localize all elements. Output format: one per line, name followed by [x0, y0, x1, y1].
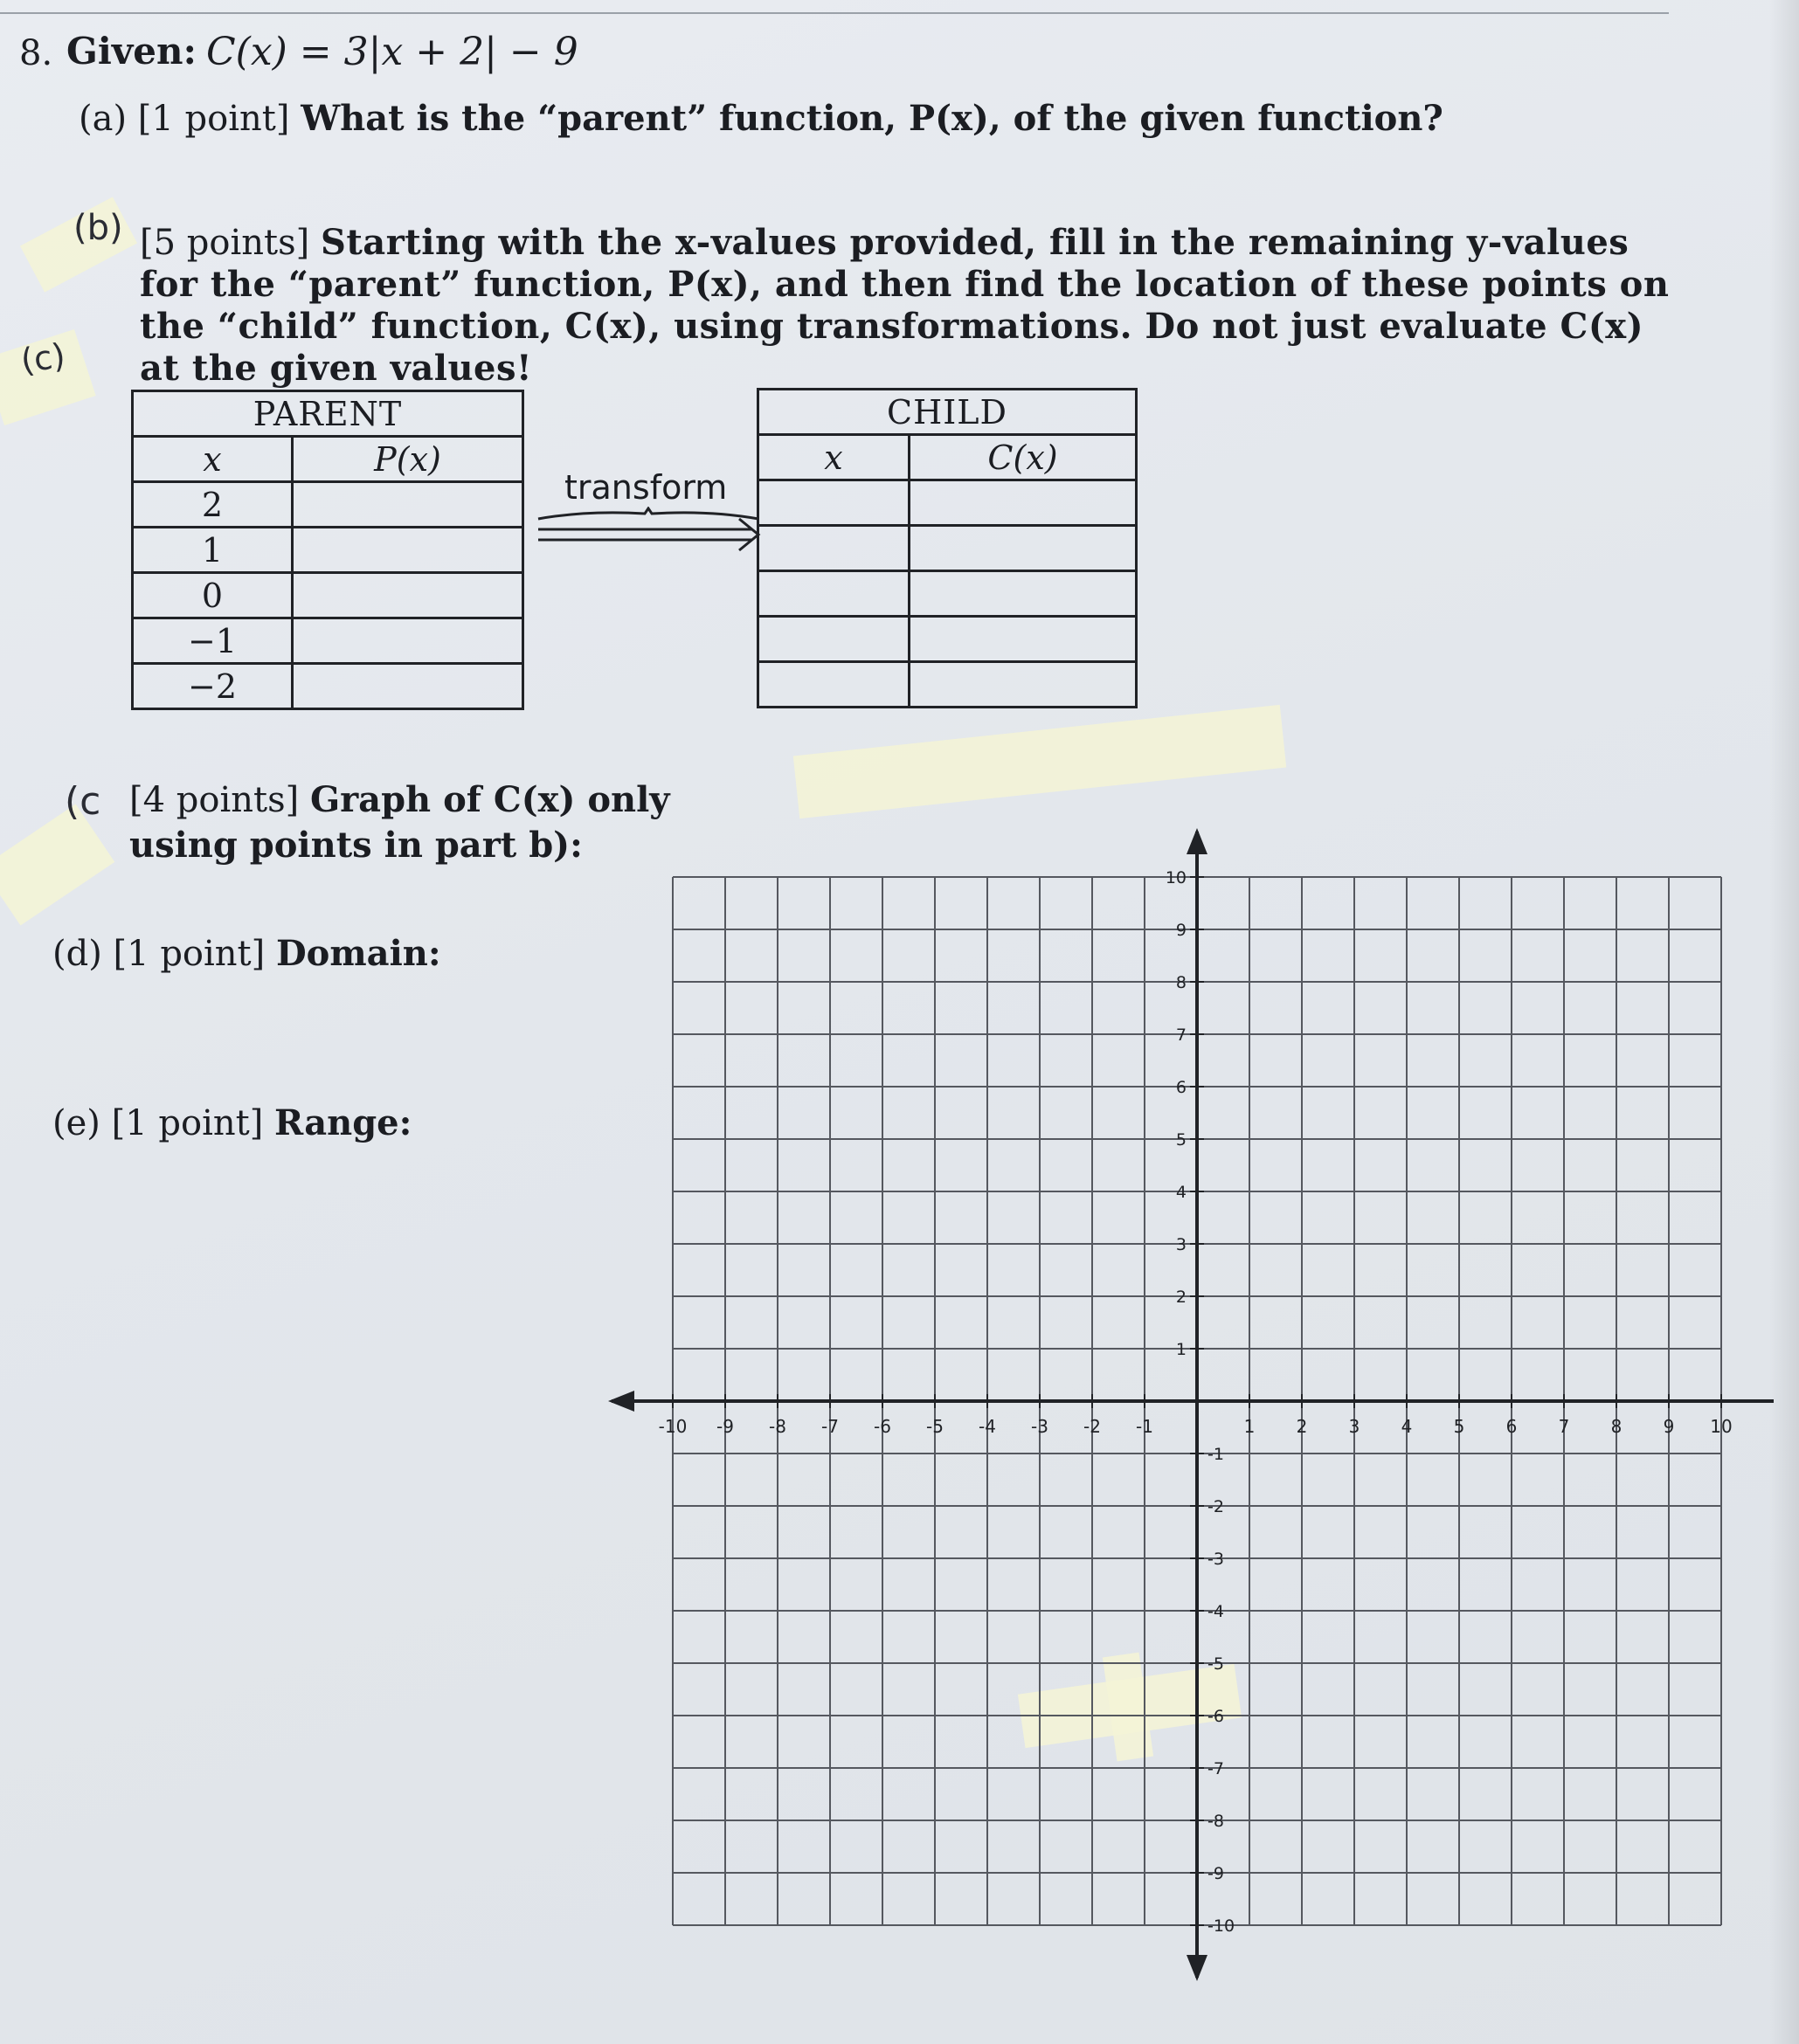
parent-table-title: PARENT	[133, 391, 523, 437]
x-tick-label: 3	[1348, 1416, 1360, 1437]
y-tick-label: -9	[1207, 1864, 1224, 1883]
x-tick-label: -6	[874, 1416, 891, 1437]
part-c-line2: using points in part b):	[129, 825, 583, 866]
header-rule	[0, 12, 1669, 14]
y-tick-label: 4	[1175, 1183, 1187, 1202]
x-tick-label: -8	[769, 1416, 786, 1437]
parent-col-y: P(x)	[293, 437, 523, 482]
parent-cell-x: −2	[133, 664, 293, 709]
x-tick-label: -3	[1031, 1416, 1048, 1437]
y-tick-label: -7	[1207, 1759, 1224, 1778]
child-cell-y[interactable]	[910, 480, 1137, 526]
part-a-points: [1 point]	[137, 99, 290, 139]
x-tick-label: -10	[658, 1416, 688, 1437]
part-d-points: [1 point]	[113, 934, 266, 974]
y-tick-label: -2	[1207, 1497, 1224, 1516]
y-tick-label: 1	[1175, 1340, 1187, 1359]
y-tick-label: 2	[1175, 1288, 1187, 1307]
child-cell-x[interactable]	[758, 526, 910, 571]
parent-col-x: x	[133, 437, 293, 482]
parent-cell-y	[293, 528, 523, 573]
part-d-label: Domain:	[275, 933, 441, 974]
part-a-marker: (a)	[79, 99, 128, 139]
child-cell-y[interactable]	[910, 662, 1137, 708]
y-tick-label: 6	[1175, 1078, 1187, 1097]
y-tick-label: 8	[1175, 973, 1187, 992]
part-b-points: [5 points]	[140, 223, 310, 263]
given-label: Given:	[66, 30, 197, 73]
parent-cell-y	[293, 482, 523, 528]
child-cell-x[interactable]	[758, 662, 910, 708]
axes	[608, 828, 1774, 1981]
y-tick-label: 7	[1175, 1025, 1187, 1045]
y-tick-label: -6	[1207, 1707, 1224, 1726]
y-axis-arrow-up-icon	[1187, 828, 1207, 854]
part-a	[79, 98, 1443, 139]
x-axis-arrow-left-icon	[608, 1391, 634, 1412]
part-c	[129, 777, 670, 868]
parent-cell-x: 0	[133, 573, 293, 618]
tape-strip	[793, 705, 1286, 818]
part-c-points: [4 points]	[129, 780, 300, 820]
part-b-question: Starting with the x-values provided, fill in the remaining y-values for the “parent” function, P(x), and then find the location of these points on the “child” function, C(x), using transformations. Do not just evaluate C(x) at the given values!	[140, 222, 1670, 389]
x-tick-label: -5	[926, 1416, 944, 1437]
part-c-line1: Graph of C(x) only	[309, 779, 670, 820]
part-e	[52, 1102, 412, 1143]
x-tick-label: -2	[1083, 1416, 1101, 1437]
x-tick-label: 5	[1453, 1416, 1465, 1437]
child-cell-y[interactable]	[910, 617, 1137, 662]
part-e-label: Range:	[274, 1102, 412, 1143]
given-formula: C(x) = 3|x + 2| − 9	[206, 30, 578, 74]
question-number: 8.	[19, 33, 53, 73]
child-cell-y[interactable]	[910, 571, 1137, 617]
x-tick-label: 4	[1401, 1416, 1413, 1437]
child-table	[757, 388, 1138, 708]
handwritten-b-mark: (b)	[73, 208, 123, 248]
y-tick-label: -1	[1207, 1445, 1224, 1464]
x-tick-label: 7	[1558, 1416, 1570, 1437]
part-e-points: [1 point]	[111, 1103, 264, 1143]
child-col-x: x	[758, 435, 910, 480]
parent-cell-y	[293, 618, 523, 664]
child-cell-y[interactable]	[910, 526, 1137, 571]
x-tick-label: -9	[716, 1416, 734, 1437]
parent-cell-y	[293, 664, 523, 709]
y-tick-label: -3	[1207, 1550, 1224, 1569]
x-tick-label: 9	[1663, 1416, 1675, 1437]
parent-cell-x: −1	[133, 618, 293, 664]
x-tick-label: 6	[1505, 1416, 1518, 1437]
y-tick-label: -8	[1207, 1812, 1224, 1831]
y-tick-label: 5	[1175, 1130, 1187, 1150]
parent-table	[131, 390, 524, 710]
y-tick-label: -10	[1207, 1916, 1235, 1936]
x-tick-label: 1	[1243, 1416, 1256, 1437]
y-tick-label: 3	[1175, 1235, 1187, 1254]
y-tick-label: -5	[1207, 1654, 1224, 1674]
part-d	[52, 933, 441, 974]
x-tick-label: -1	[1136, 1416, 1153, 1437]
x-tick-label: 10	[1710, 1416, 1733, 1437]
child-table-title: CHILD	[758, 390, 1137, 435]
transform-label: transform	[564, 468, 728, 507]
part-e-marker: (e)	[52, 1103, 100, 1143]
parent-cell-y	[293, 573, 523, 618]
y-tick-label: 9	[1175, 921, 1187, 940]
part-b	[140, 222, 1695, 390]
parent-cell-x: 2	[133, 482, 293, 528]
y-axis-arrow-down-icon	[1187, 1955, 1207, 1981]
x-tick-label: 8	[1610, 1416, 1623, 1437]
parent-cell-x: 1	[133, 528, 293, 573]
transform-arrow	[535, 507, 764, 559]
y-tick-label: 10	[1165, 868, 1187, 887]
coordinate-grid[interactable]	[603, 826, 1799, 2044]
x-tick-label: -4	[979, 1416, 996, 1437]
child-cell-x[interactable]	[758, 480, 910, 526]
child-cell-x[interactable]	[758, 571, 910, 617]
x-tick-label: -7	[821, 1416, 839, 1437]
y-tick-label: -4	[1207, 1602, 1224, 1621]
x-tick-label: 2	[1296, 1416, 1308, 1437]
handwritten-c-mark-2: (c	[65, 779, 101, 824]
handwritten-c-mark: (c)	[18, 335, 68, 381]
part-a-question: What is the “parent” function, P(x), of the given function?	[301, 98, 1443, 139]
child-col-y: C(x)	[910, 435, 1137, 480]
child-cell-x[interactable]	[758, 617, 910, 662]
part-d-marker: (d)	[52, 934, 102, 974]
